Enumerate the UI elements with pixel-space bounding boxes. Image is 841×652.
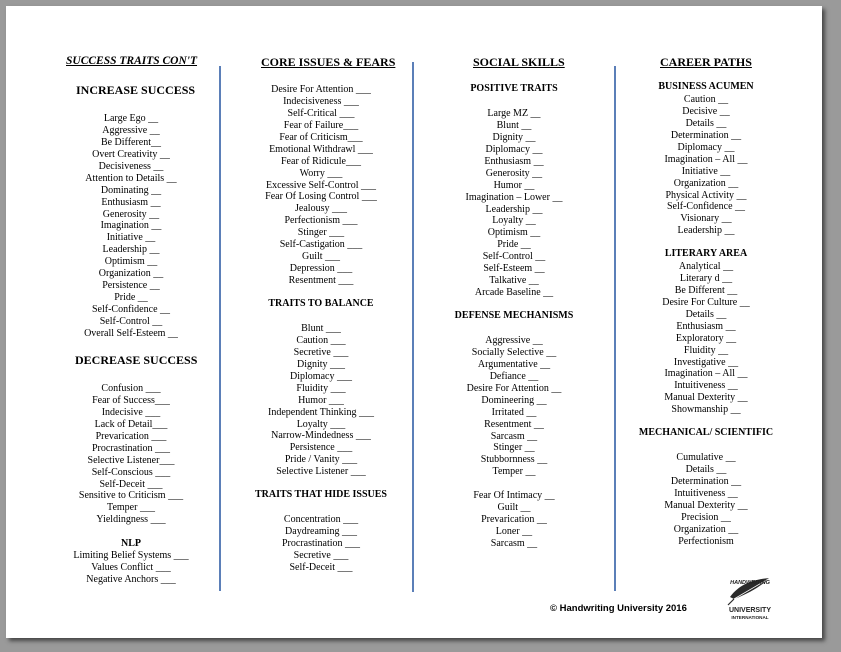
list-item: Leadership __ [485,203,543,215]
list-item: Resentment __ [484,418,544,430]
list-item: Self-Control __ [482,251,546,263]
document-page [6,6,822,638]
list-item: Sarcasm __ [490,537,538,549]
list-item: Procrastination ___ [91,442,171,454]
list-item: Temper __ [492,466,536,478]
social-extra-list [439,490,589,550]
list-item: Determination __ [670,475,742,487]
list-item: Imagination – Lower __ [465,191,563,203]
list-item: Analytical __ [678,261,734,272]
list-item: Jealousy ___ [295,203,347,215]
list-item: Attention to Details __ [85,172,177,184]
list-item: Depression ___ [289,263,353,275]
traits-to-balance-list [246,323,396,478]
list-item: Self-Deceit ___ [99,478,163,490]
list-item: Blunt __ [496,119,532,131]
literary-area-list [631,261,781,416]
list-item: Secretive ___ [293,346,349,358]
list-item: Self-Confidence __ [666,201,746,213]
logo-line-1: HANDWRITING [730,580,770,586]
list-item: Cumulative __ [676,452,736,463]
list-item: Selective Listener ___ [276,466,366,478]
positive-traits-list [439,108,589,299]
list-item: Fear of Ridicule___ [281,155,361,167]
list-item: Imagination – All __ [664,368,748,380]
list-item: Details __ [685,308,727,320]
list-item: Fear of Criticism___ [279,131,363,143]
list-item: Arcade Baseline __ [474,287,554,299]
list-item: Enthusiasm __ [101,196,161,208]
logo-line-2: UNIVERSITY [728,607,772,614]
list-item: Initiative __ [681,165,731,177]
decrease-success-title: DECREASE SUCCESS [75,353,198,367]
list-item: Large MZ __ [487,108,541,119]
list-item: Indecisiveness ___ [283,95,359,107]
list-item: Prevarication ___ [95,430,167,442]
list-item: Dignity ___ [296,358,346,370]
list-item: Stinger __ [493,442,535,454]
list-item: Perfectionism ___ [284,215,358,227]
list-item: Optimism __ [104,256,158,268]
list-item: Sarcasm __ [490,430,538,442]
list-item: Self-Critical ___ [287,107,355,119]
list-item: Persistence __ [102,280,160,292]
list-item: Domineering __ [481,394,547,406]
increase-success-list [56,113,206,340]
list-item: Enthusiasm __ [676,320,736,332]
list-item: Socially Selective __ [471,346,557,358]
list-item: Optimism __ [487,227,541,239]
column-divider-3 [614,66,616,591]
business-acumen-title: BUSINESS ACUMEN [658,81,754,92]
list-item: Pride __ [114,292,148,304]
traits-hide-issues-list [246,514,396,574]
list-item: Selective Listener___ [87,454,175,466]
social-heading: SOCIAL SKILLS [473,55,565,69]
list-item: Decisiveness __ [98,160,164,172]
list-item: Dignity __ [492,131,536,143]
list-item: Showmanship __ [671,404,741,416]
list-item: Lack of Detail___ [94,418,168,430]
nlp-list [56,550,206,586]
list-item: Guilt ___ [301,251,341,263]
list-item: Yieldingness ___ [96,514,166,526]
list-item: Leadership __ [102,244,160,256]
career-heading: CAREER PATHS [660,55,752,69]
core-heading: CORE ISSUES & FEARS [261,55,396,69]
list-item: Leadership __ [677,225,735,237]
list-item: Generosity __ [485,167,543,179]
list-item: Indecisive ___ [101,406,161,418]
list-item: Loyalty ___ [296,418,346,430]
list-item: Diplomacy __ [485,143,543,155]
list-item: Initiative __ [106,232,156,244]
list-item: Concentration ___ [283,514,359,525]
list-item: Generosity __ [102,208,160,220]
list-item: Manual Dexterity __ [664,392,748,404]
list-item: Visionary __ [680,213,732,225]
list-item: Desire For Attention __ [466,382,562,394]
list-item: Secretive ___ [293,549,349,561]
list-item: Investigative __ [673,356,739,368]
list-item: Excessive Self-Control ___ [266,179,376,191]
list-item: Fear Of Intimacy __ [473,490,555,501]
list-item: Imagination – All __ [664,153,748,165]
list-item: Sensitive to Criticism ___ [78,490,184,502]
increase-success-title: INCREASE SUCCESS [76,83,196,97]
list-item: Manual Dexterity __ [664,499,748,511]
list-item: Physical Activity __ [665,189,747,201]
list-item: Fear of Success___ [92,394,170,406]
mechanical-scientific-title: MECHANICAL/ SCIENTIFIC [638,427,774,438]
list-item: Humor __ [493,179,535,191]
list-item: Humor ___ [298,394,344,406]
list-item: Overall Self-Esteem __ [84,327,178,339]
decrease-success-list [56,383,206,526]
list-item: Temper ___ [107,502,155,514]
list-item: Intuitiveness __ [674,380,738,392]
list-item: Diplomacy __ [677,141,735,153]
list-item: Self-Confidence __ [91,304,171,315]
list-item: Details __ [685,463,727,475]
list-item: Stubbornness __ [480,454,548,466]
list-item: Worry ___ [299,167,343,179]
nlp-title: NLP [121,538,141,549]
core-issues-list [246,84,396,287]
list-item: Confusion ___ [101,383,161,394]
business-acumen-list [631,94,781,237]
list-item: Enthusiasm __ [484,155,544,167]
list-item: Fluidity __ [683,344,729,356]
list-item: Narrow-Mindedness ___ [271,430,371,442]
traits-heading: SUCCESS TRAITS CON'T [66,55,198,67]
list-item: Caution ___ [296,334,346,346]
list-item: Determination __ [670,129,742,141]
list-item: Loyalty __ [492,215,536,227]
list-item: Decisive __ [682,105,730,117]
list-item: Organization __ [673,177,739,189]
list-item: Self-Control __ [99,315,163,327]
list-item: Loner __ [495,525,533,537]
list-item: Dominating __ [100,184,162,196]
list-item: Exploratory __ [675,332,737,344]
list-item: Aggressive __ [102,124,160,136]
list-item: Fluidity ___ [296,382,346,394]
list-item: Limiting Belief Systems ___ [73,550,189,561]
list-item: Self-Deceit ___ [289,561,353,573]
list-item: Daydreaming ___ [285,525,357,537]
list-item: Organization __ [98,268,164,280]
list-item: Caution __ [683,94,729,105]
list-item: Resentment ___ [288,275,354,286]
handwriting-university-logo [726,575,774,623]
list-item: Self-Esteem __ [483,263,545,275]
list-item: Emotional Withdrawl ___ [269,143,373,155]
list-item: Perfectionism [678,535,734,547]
defense-mechanisms-title: DEFENSE MECHANISMS [454,310,574,321]
list-item: Guilt __ [497,501,531,513]
list-item: Persistence ___ [289,442,353,454]
list-item: Defiance __ [489,370,539,382]
traits-hide-issues-title: TRAITS THAT HIDE ISSUES [254,489,387,500]
literary-area-title: LITERARY AREA [664,248,748,259]
list-item: Pride / Vanity ___ [284,454,358,466]
list-item: Desire For Attention ___ [271,84,371,95]
list-item: Argumentative __ [477,358,551,370]
list-item: Intuitiveness __ [674,487,738,499]
list-item: Large Ego __ [103,113,159,124]
mechanical-scientific-list [631,452,781,548]
list-item: Organization __ [673,523,739,535]
list-item: Details __ [685,117,727,129]
traits-to-balance-title: TRAITS TO BALANCE [268,298,374,309]
list-item: Overt Creativity __ [92,148,170,160]
list-item: Desire For Culture __ [662,296,750,308]
list-item: Diplomacy ___ [290,370,352,382]
list-item: Fear of Failure___ [283,119,359,131]
list-item: Procrastination ___ [281,537,361,549]
list-item: Aggressive __ [485,335,543,346]
list-item: Self-Castigation ___ [279,239,363,251]
list-item: Pride __ [497,239,531,251]
column-divider-1 [219,66,221,591]
list-item: Be Different__ [100,136,162,148]
list-item: Fear Of Losing Control ___ [265,191,377,203]
column-divider-2 [412,62,414,592]
list-item: Self-Conscious ___ [91,466,171,478]
list-item: Independent Thinking ___ [268,406,374,418]
list-item: Literary d __ [679,272,733,284]
list-item: Talkative __ [489,275,539,287]
list-item: Imagination __ [100,220,162,232]
list-item: Prevarication __ [481,513,547,525]
logo-line-3: INTERNATIONAL [731,615,769,620]
list-item: Be Different __ [674,284,738,296]
positive-traits-title: POSITIVE TRAITS [470,83,558,94]
list-item: Negative Anchors ___ [86,573,176,585]
list-item: Precision __ [681,511,731,523]
defense-mechanisms-list [439,335,589,478]
list-item: Stinger ___ [297,227,345,239]
list-item: Irritated __ [491,406,537,418]
list-item: Blunt ___ [301,323,341,334]
copyright-text: © Handwriting University 2016 [550,603,687,614]
list-item: Values Conflict ___ [91,561,171,573]
